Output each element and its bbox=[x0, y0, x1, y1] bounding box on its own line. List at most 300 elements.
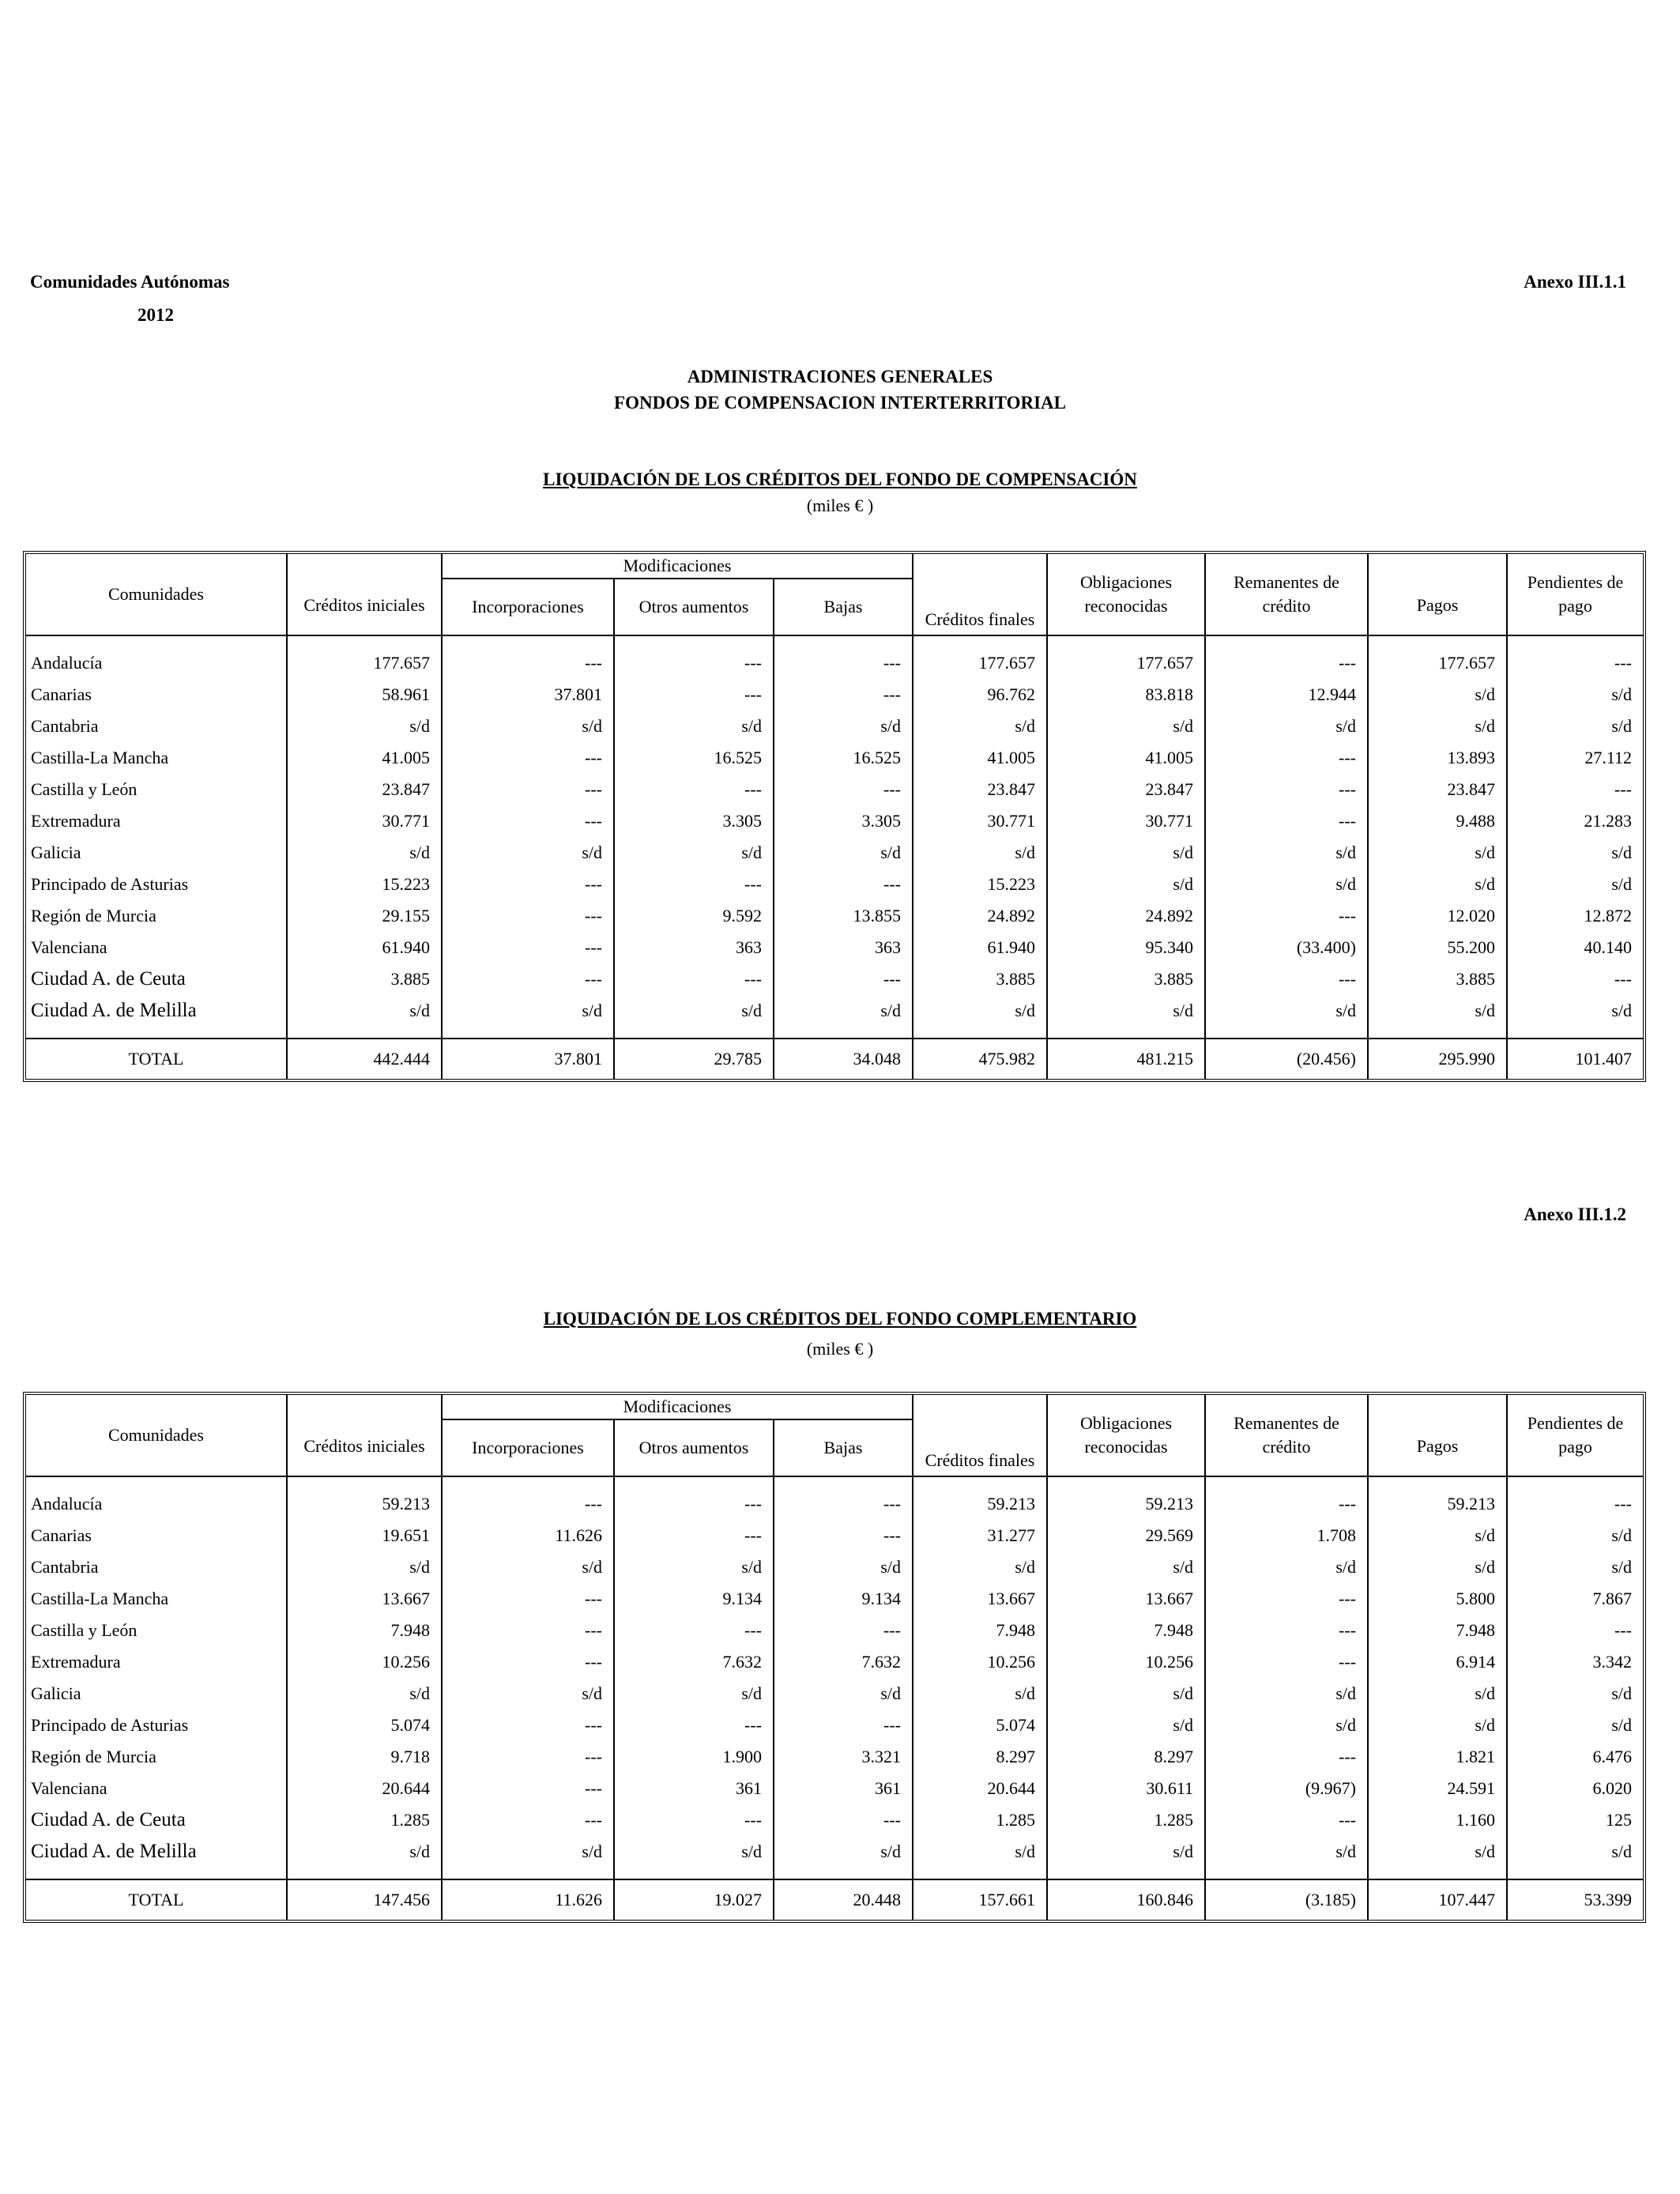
table-cell: s/d bbox=[1205, 869, 1368, 900]
row-label: Castilla y León bbox=[31, 779, 137, 799]
table-cell: --- bbox=[1205, 963, 1368, 995]
table-cell: 20.644 bbox=[287, 1773, 442, 1804]
total-cell: 101.407 bbox=[1507, 1039, 1643, 1079]
table-cell: s/d bbox=[1368, 1551, 1507, 1583]
table-cell: 3.885 bbox=[287, 963, 442, 995]
table-cell: s/d bbox=[614, 837, 774, 869]
table-cell: 1.900 bbox=[614, 1741, 774, 1773]
col-obligaciones-l2: reconocidas bbox=[1084, 596, 1168, 616]
table-cell: 41.005 bbox=[287, 742, 442, 774]
col-creditos-finales: Créditos finales bbox=[913, 554, 1047, 635]
table-cell: --- bbox=[442, 932, 614, 963]
table-row bbox=[26, 995, 1643, 1039]
col-otros-aumentos: Otros aumentos bbox=[614, 579, 774, 635]
table-cell: 13.855 bbox=[774, 900, 913, 932]
table-cell: --- bbox=[442, 774, 614, 805]
table-cell: --- bbox=[614, 635, 774, 679]
col-obligaciones-l2: reconocidas bbox=[1084, 1437, 1168, 1457]
table-cell: 58.961 bbox=[287, 679, 442, 711]
table-cell: 3.321 bbox=[774, 1741, 913, 1773]
table-row bbox=[26, 869, 1643, 900]
table-cell: s/d bbox=[774, 995, 913, 1039]
table1-title: LIQUIDACIÓN DE LOS CRÉDITOS DEL FONDO DE COMPENSACIÓN bbox=[543, 469, 1137, 489]
table-cell: s/d bbox=[1368, 711, 1507, 742]
table-row bbox=[26, 1583, 1643, 1615]
table-cell: s/d bbox=[287, 1836, 442, 1879]
col-bajas: Bajas bbox=[774, 579, 913, 635]
table-cell: 361 bbox=[774, 1773, 913, 1804]
table-cell: --- bbox=[1507, 635, 1643, 679]
table-cell: s/d bbox=[1047, 711, 1205, 742]
table-cell: --- bbox=[614, 1615, 774, 1646]
col-remanentes-l1: Remanentes de bbox=[1234, 1413, 1339, 1433]
total-cell: (20.456) bbox=[1205, 1039, 1368, 1079]
table-cell: 12.020 bbox=[1368, 900, 1507, 932]
table-cell: 5.074 bbox=[287, 1710, 442, 1741]
table-cell: s/d bbox=[1047, 1551, 1205, 1583]
table-cell: --- bbox=[614, 1804, 774, 1836]
row-label: Extremadura bbox=[31, 811, 121, 831]
table-row bbox=[26, 963, 1643, 995]
table-cell: 5.800 bbox=[1368, 1583, 1507, 1615]
table2-body bbox=[26, 1476, 1643, 1879]
col-obligaciones-l1: Obligaciones bbox=[1079, 1413, 1173, 1433]
table-row bbox=[26, 1836, 1643, 1879]
table-cell: s/d bbox=[913, 1678, 1047, 1710]
table-cell: --- bbox=[1205, 774, 1368, 805]
row-label: Cantabria bbox=[31, 1557, 99, 1577]
row-label: Castilla-La Mancha bbox=[31, 1589, 169, 1608]
total-cell: 11.626 bbox=[442, 1879, 614, 1920]
total-cell: 20.448 bbox=[774, 1879, 913, 1920]
table-row bbox=[26, 900, 1643, 932]
table-row bbox=[26, 1476, 1643, 1520]
table-cell: (33.400) bbox=[1205, 932, 1368, 963]
table-cell: --- bbox=[614, 774, 774, 805]
total-cell: 475.982 bbox=[913, 1039, 1047, 1079]
table-row bbox=[26, 635, 1643, 679]
table-cell: 7.632 bbox=[774, 1646, 913, 1678]
table-cell: --- bbox=[1205, 742, 1368, 774]
table-row bbox=[26, 1520, 1643, 1551]
table-cell: (9.967) bbox=[1205, 1773, 1368, 1804]
table-cell: 96.762 bbox=[913, 679, 1047, 711]
table-cell: 177.657 bbox=[1047, 635, 1205, 679]
table-cell: 30.771 bbox=[1047, 805, 1205, 837]
table-cell: --- bbox=[614, 679, 774, 711]
table-cell: 177.657 bbox=[1368, 635, 1507, 679]
table-cell: 23.847 bbox=[1047, 774, 1205, 805]
col-pendientes-l1: Pendientes de bbox=[1527, 572, 1624, 592]
doc-title-line2: FONDOS DE COMPENSACION INTERTERRITORIAL bbox=[614, 393, 1066, 413]
row-label: Principado de Asturias bbox=[31, 1715, 189, 1735]
table-row bbox=[26, 837, 1643, 869]
table-cell: --- bbox=[614, 1520, 774, 1551]
col-remanentes-l1: Remanentes de bbox=[1234, 572, 1339, 592]
table-cell: 23.847 bbox=[287, 774, 442, 805]
table-cell: 6.914 bbox=[1368, 1646, 1507, 1678]
table-cell: 41.005 bbox=[913, 742, 1047, 774]
table-cell: 15.223 bbox=[913, 869, 1047, 900]
table-cell: 7.948 bbox=[1047, 1615, 1205, 1646]
table-cell: --- bbox=[442, 869, 614, 900]
table-cell: 6.476 bbox=[1507, 1741, 1643, 1773]
table-cell: s/d bbox=[1205, 1551, 1368, 1583]
table-cell: s/d bbox=[1047, 995, 1205, 1039]
table-cell: --- bbox=[442, 1476, 614, 1520]
table-cell: s/d bbox=[1507, 1710, 1643, 1741]
table-cell: s/d bbox=[442, 1551, 614, 1583]
table-cell: s/d bbox=[1507, 711, 1643, 742]
table-cell: --- bbox=[774, 963, 913, 995]
table-row bbox=[26, 742, 1643, 774]
table-cell: 30.771 bbox=[913, 805, 1047, 837]
table-cell: s/d bbox=[1368, 1710, 1507, 1741]
table-cell: 7.948 bbox=[913, 1615, 1047, 1646]
table-cell: --- bbox=[1507, 963, 1643, 995]
row-label: Andalucía bbox=[31, 1494, 103, 1514]
row-label: Región de Murcia bbox=[31, 1747, 156, 1766]
header-year: 2012 bbox=[137, 305, 174, 325]
total-cell: 34.048 bbox=[774, 1039, 913, 1079]
col-comunidades: Comunidades bbox=[108, 1425, 204, 1445]
table-cell: 29.569 bbox=[1047, 1520, 1205, 1551]
table-cell: s/d bbox=[1205, 837, 1368, 869]
row-label: Extremadura bbox=[31, 1652, 121, 1672]
table-cell: s/d bbox=[774, 711, 913, 742]
doc-title-line1: ADMINISTRACIONES GENERALES bbox=[687, 367, 993, 386]
table-cell: s/d bbox=[1507, 1551, 1643, 1583]
row-label: Galicia bbox=[31, 843, 81, 862]
table-cell: --- bbox=[614, 1710, 774, 1741]
table-cell: 40.140 bbox=[1507, 932, 1643, 963]
total-cell: 481.215 bbox=[1047, 1039, 1205, 1079]
table-cell: 31.277 bbox=[913, 1520, 1047, 1551]
total-label: TOTAL bbox=[26, 1879, 287, 1920]
table-cell: --- bbox=[1205, 1583, 1368, 1615]
table-cell: s/d bbox=[287, 1551, 442, 1583]
row-label: Castilla y León bbox=[31, 1620, 137, 1640]
table2-total-row bbox=[26, 1879, 1643, 1920]
total-cell: 29.785 bbox=[614, 1039, 774, 1079]
col-obligaciones bbox=[1047, 1395, 1205, 1476]
row-label: Galicia bbox=[31, 1683, 81, 1703]
table-cell: --- bbox=[614, 869, 774, 900]
table-cell: --- bbox=[774, 679, 913, 711]
table-cell: --- bbox=[1205, 1476, 1368, 1520]
table-cell: 24.892 bbox=[913, 900, 1047, 932]
table-row bbox=[26, 1551, 1643, 1583]
total-cell: 37.801 bbox=[442, 1039, 614, 1079]
table-cell: 10.256 bbox=[913, 1646, 1047, 1678]
table-cell: s/d bbox=[614, 1836, 774, 1879]
row-label: Castilla-La Mancha bbox=[31, 748, 169, 767]
table-cell: 3.885 bbox=[913, 963, 1047, 995]
table-cell: 11.626 bbox=[442, 1520, 614, 1551]
table-cell: 3.342 bbox=[1507, 1646, 1643, 1678]
table-row bbox=[26, 1741, 1643, 1773]
table-cell: 5.074 bbox=[913, 1710, 1047, 1741]
table-cell: s/d bbox=[913, 837, 1047, 869]
col-group-modificaciones: Modificaciones bbox=[442, 554, 913, 579]
table-cell: s/d bbox=[287, 1678, 442, 1710]
table1-total-row bbox=[26, 1039, 1643, 1079]
table-cell: --- bbox=[1507, 1476, 1643, 1520]
table-cell: --- bbox=[442, 635, 614, 679]
col-remanentes bbox=[1205, 1395, 1368, 1476]
table-cell: 24.591 bbox=[1368, 1773, 1507, 1804]
table-cell: 3.885 bbox=[1368, 963, 1507, 995]
row-label: Andalucía bbox=[31, 653, 103, 673]
total-cell: 295.990 bbox=[1368, 1039, 1507, 1079]
total-cell: 107.447 bbox=[1368, 1879, 1507, 1920]
table-cell: --- bbox=[614, 1476, 774, 1520]
table-row bbox=[26, 774, 1643, 805]
table-cell: 7.948 bbox=[1368, 1615, 1507, 1646]
table-cell: 13.667 bbox=[1047, 1583, 1205, 1615]
table-cell: 9.718 bbox=[287, 1741, 442, 1773]
table-cell: s/d bbox=[1507, 995, 1643, 1039]
table-cell: s/d bbox=[1368, 837, 1507, 869]
table-cell: 7.948 bbox=[287, 1615, 442, 1646]
table-cell: s/d bbox=[287, 711, 442, 742]
table-cell: s/d bbox=[614, 1551, 774, 1583]
table-cell: --- bbox=[442, 742, 614, 774]
table-cell: 1.708 bbox=[1205, 1520, 1368, 1551]
col-obligaciones bbox=[1047, 554, 1205, 635]
table-cell: 1.285 bbox=[913, 1804, 1047, 1836]
table-cell: --- bbox=[1205, 1741, 1368, 1773]
table1-units: (miles € ) bbox=[806, 496, 874, 515]
table-cell: 3.305 bbox=[614, 805, 774, 837]
table-cell: --- bbox=[774, 635, 913, 679]
row-label: Ciudad A. de Ceuta bbox=[31, 968, 186, 990]
table-cell: 12.944 bbox=[1205, 679, 1368, 711]
table-cell: s/d bbox=[614, 1678, 774, 1710]
header-left-title: Comunidades Autónomas bbox=[30, 272, 230, 292]
col-pendientes-l1: Pendientes de bbox=[1527, 1413, 1624, 1433]
table-cell: --- bbox=[442, 1646, 614, 1678]
table-cell: s/d bbox=[1507, 679, 1643, 711]
table-cell: 30.611 bbox=[1047, 1773, 1205, 1804]
table-cell: --- bbox=[442, 1710, 614, 1741]
row-label: Valenciana bbox=[31, 1778, 107, 1798]
table-cell: 8.297 bbox=[1047, 1741, 1205, 1773]
table-cell: --- bbox=[774, 1520, 913, 1551]
table-row bbox=[26, 679, 1643, 711]
table-cell: --- bbox=[614, 963, 774, 995]
table-cell: s/d bbox=[1047, 837, 1205, 869]
table-cell: --- bbox=[442, 1741, 614, 1773]
table-cell: --- bbox=[1507, 1615, 1643, 1646]
table-cell: s/d bbox=[442, 1836, 614, 1879]
table-cell: 13.667 bbox=[287, 1583, 442, 1615]
table-cell: s/d bbox=[1047, 1836, 1205, 1879]
table-row bbox=[26, 805, 1643, 837]
table-cell: 59.213 bbox=[287, 1476, 442, 1520]
table-cell: --- bbox=[442, 900, 614, 932]
table-cell: --- bbox=[442, 805, 614, 837]
table-row bbox=[26, 711, 1643, 742]
row-label: Ciudad A. de Melilla bbox=[31, 1841, 197, 1862]
table-cell: s/d bbox=[1205, 1710, 1368, 1741]
table-cell: 21.283 bbox=[1507, 805, 1643, 837]
table-cell: 9.592 bbox=[614, 900, 774, 932]
table-cell: 7.867 bbox=[1507, 1583, 1643, 1615]
col-group-modificaciones: Modificaciones bbox=[442, 1395, 913, 1419]
table-cell: s/d bbox=[774, 1551, 913, 1583]
table-cell: 10.256 bbox=[1047, 1646, 1205, 1678]
table-cell: s/d bbox=[1507, 1836, 1643, 1879]
col-incorporaciones: Incorporaciones bbox=[442, 1419, 614, 1476]
col-creditos-iniciales: Créditos iniciales bbox=[287, 554, 442, 635]
table-cell: --- bbox=[1205, 900, 1368, 932]
table-cell: s/d bbox=[442, 995, 614, 1039]
col-obligaciones-l1: Obligaciones bbox=[1079, 572, 1173, 592]
row-label: Cantabria bbox=[31, 716, 99, 736]
table-cell: 59.213 bbox=[1368, 1476, 1507, 1520]
table-cell: s/d bbox=[913, 995, 1047, 1039]
table-cell: 1.285 bbox=[1047, 1804, 1205, 1836]
table-cell: 30.771 bbox=[287, 805, 442, 837]
table-row bbox=[26, 932, 1643, 963]
table-cell: --- bbox=[1205, 635, 1368, 679]
table-cell: 23.847 bbox=[1368, 774, 1507, 805]
col-pendientes-l2: pago bbox=[1558, 1437, 1592, 1457]
annex-label-1: Anexo III.1.1 bbox=[1524, 272, 1626, 292]
table-cell: --- bbox=[774, 774, 913, 805]
table-cell: --- bbox=[442, 1615, 614, 1646]
table-cell: --- bbox=[774, 1476, 913, 1520]
total-cell: 157.661 bbox=[913, 1879, 1047, 1920]
table-cell: --- bbox=[1205, 805, 1368, 837]
table-cell: s/d bbox=[1205, 711, 1368, 742]
table-cell: 27.112 bbox=[1507, 742, 1643, 774]
total-cell: 53.399 bbox=[1507, 1879, 1643, 1920]
table-cell: --- bbox=[1205, 1804, 1368, 1836]
total-cell: 147.456 bbox=[287, 1879, 442, 1920]
table-cell: s/d bbox=[913, 1836, 1047, 1879]
table-cell: s/d bbox=[1368, 1678, 1507, 1710]
table-cell: 363 bbox=[614, 932, 774, 963]
table-row bbox=[26, 1804, 1643, 1836]
table-cell: s/d bbox=[1507, 837, 1643, 869]
row-label: Principado de Asturias bbox=[31, 874, 189, 894]
total-cell: 19.027 bbox=[614, 1879, 774, 1920]
table-cell: 16.525 bbox=[774, 742, 913, 774]
table-cell: 7.632 bbox=[614, 1646, 774, 1678]
table-cell: --- bbox=[774, 1710, 913, 1741]
table-cell: 61.940 bbox=[913, 932, 1047, 963]
table2-units: (miles € ) bbox=[806, 1339, 874, 1359]
col-incorporaciones: Incorporaciones bbox=[442, 579, 614, 635]
table-cell: 9.134 bbox=[614, 1583, 774, 1615]
table-cell: s/d bbox=[287, 995, 442, 1039]
table-cell: --- bbox=[442, 1583, 614, 1615]
table-cell: 13.667 bbox=[913, 1583, 1047, 1615]
table-cell: 361 bbox=[614, 1773, 774, 1804]
table-cell: 23.847 bbox=[913, 774, 1047, 805]
table-cell: s/d bbox=[614, 711, 774, 742]
col-remanentes-l2: crédito bbox=[1262, 596, 1311, 616]
table-cell: 125 bbox=[1507, 1804, 1643, 1836]
table-cell: 13.893 bbox=[1368, 742, 1507, 774]
total-cell: 442.444 bbox=[287, 1039, 442, 1079]
table-cell: s/d bbox=[1047, 1678, 1205, 1710]
table-cell: 9.134 bbox=[774, 1583, 913, 1615]
table-cell: 37.801 bbox=[442, 679, 614, 711]
table-cell: 41.005 bbox=[1047, 742, 1205, 774]
table-row bbox=[26, 1710, 1643, 1741]
table-cell: 3.885 bbox=[1047, 963, 1205, 995]
table-cell: s/d bbox=[913, 711, 1047, 742]
table-cell: --- bbox=[442, 963, 614, 995]
table-cell: 9.488 bbox=[1368, 805, 1507, 837]
row-label: Canarias bbox=[31, 684, 92, 704]
total-cell: 160.846 bbox=[1047, 1879, 1205, 1920]
table-cell: 1.285 bbox=[287, 1804, 442, 1836]
table-cell: 24.892 bbox=[1047, 900, 1205, 932]
table2-title: LIQUIDACIÓN DE LOS CRÉDITOS DEL FONDO COMPLEMENTARIO bbox=[543, 1309, 1137, 1329]
table-cell: s/d bbox=[1368, 679, 1507, 711]
table-cell: s/d bbox=[1368, 1836, 1507, 1879]
table-cell: 3.305 bbox=[774, 805, 913, 837]
table-cell: s/d bbox=[774, 1836, 913, 1879]
col-otros-aumentos: Otros aumentos bbox=[614, 1419, 774, 1476]
col-bajas: Bajas bbox=[774, 1419, 913, 1476]
total-cell: (3.185) bbox=[1205, 1879, 1368, 1920]
table-cell: 1.821 bbox=[1368, 1741, 1507, 1773]
col-pagos: Pagos bbox=[1368, 1395, 1507, 1476]
table-cell: --- bbox=[442, 1773, 614, 1804]
table2 bbox=[23, 1392, 1646, 1923]
table-cell: 55.200 bbox=[1368, 932, 1507, 963]
row-label: Ciudad A. de Ceuta bbox=[31, 1809, 186, 1830]
row-label: Ciudad A. de Melilla bbox=[31, 1000, 197, 1021]
table-cell: s/d bbox=[442, 1678, 614, 1710]
table-cell: s/d bbox=[1507, 1520, 1643, 1551]
table-cell: 95.340 bbox=[1047, 932, 1205, 963]
table-cell: 177.657 bbox=[913, 635, 1047, 679]
table-row bbox=[26, 1678, 1643, 1710]
table-cell: s/d bbox=[614, 995, 774, 1039]
table-row bbox=[26, 1615, 1643, 1646]
col-creditos-finales: Créditos finales bbox=[913, 1395, 1047, 1476]
table-cell: s/d bbox=[1205, 1836, 1368, 1879]
table2-grid bbox=[26, 1395, 1643, 1920]
table1-grid bbox=[26, 554, 1643, 1079]
table-row bbox=[26, 1646, 1643, 1678]
table-cell: s/d bbox=[1368, 1520, 1507, 1551]
table-row bbox=[26, 1773, 1643, 1804]
table-cell: 6.020 bbox=[1507, 1773, 1643, 1804]
table-cell: s/d bbox=[1507, 869, 1643, 900]
col-pendientes bbox=[1507, 1395, 1643, 1476]
table-cell: s/d bbox=[774, 837, 913, 869]
col-remanentes bbox=[1205, 554, 1368, 635]
table-cell: s/d bbox=[1047, 1710, 1205, 1741]
table1-body bbox=[26, 635, 1643, 1039]
table-cell: --- bbox=[1205, 1646, 1368, 1678]
row-label: Valenciana bbox=[31, 937, 107, 957]
annex-label-2: Anexo III.1.2 bbox=[1524, 1204, 1626, 1224]
table-cell: --- bbox=[1205, 1615, 1368, 1646]
table-cell: s/d bbox=[913, 1551, 1047, 1583]
table-cell: 15.223 bbox=[287, 869, 442, 900]
col-comunidades: Comunidades bbox=[108, 584, 204, 604]
table-cell: s/d bbox=[1205, 1678, 1368, 1710]
table-cell: 177.657 bbox=[287, 635, 442, 679]
